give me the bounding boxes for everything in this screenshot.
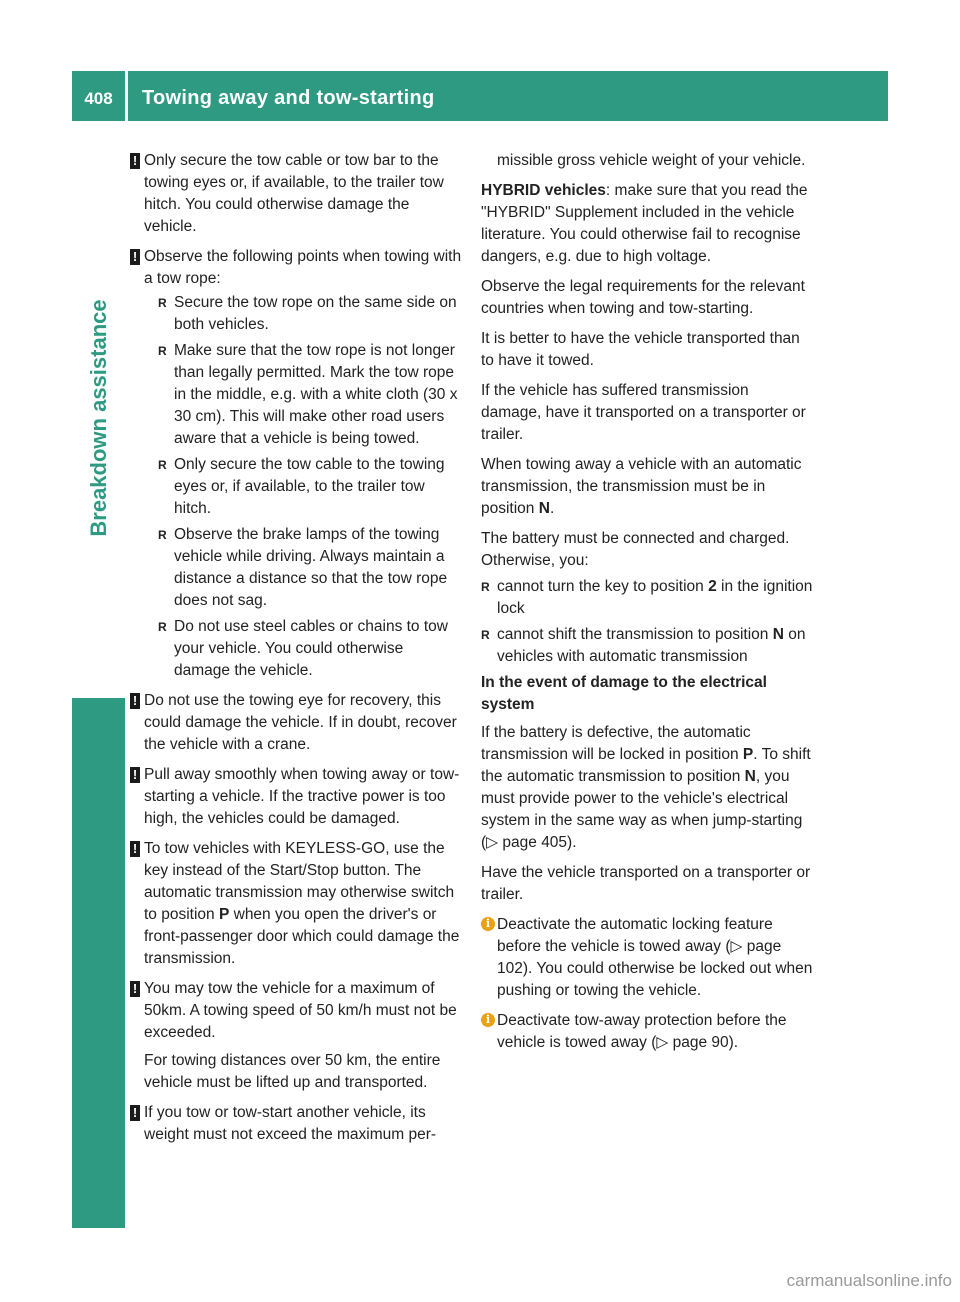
info-note: i Deactivate tow-away protection before the vehicle is towed away (▷ page 90). (481, 1010, 813, 1054)
warning-note: ! You may tow the vehicle for a maximum of 50km. A towing speed of 50 km/h must not be exceeded. For towing distances over 50 km, the entire vehicle must be lifted up and transported. (130, 978, 462, 1094)
warning-note: ! To tow vehicles with KEYLESS-GO, use the key instead of the Start/Stop button. The automatic transmission may otherwise switch to position P when you open the driver's or front-passenger door which could damage the transmission. (130, 838, 462, 970)
paragraph: It is better to have the vehicle transported than to have it towed. (481, 330, 800, 369)
bullet-icon: R (481, 580, 490, 594)
left-column (130, 150, 462, 1154)
warning-note: ! Only secure the tow cable or tow bar to the towing eyes or, if available, to the trailer tow hitch. You could otherwise damage the vehicle. (130, 150, 462, 238)
right-column (481, 150, 813, 1062)
section-title: Towing away and tow-starting (128, 71, 888, 121)
bullet-list (481, 576, 813, 668)
paragraph: When towing away a vehicle with an automatic transmission, the transmission must be in position N. (481, 456, 802, 517)
side-label: Breakdown assistance (85, 299, 111, 537)
watermark: carmanualsonline.info (786, 1271, 952, 1290)
warning-note: ! Observe the following points when towing with a tow rope: R Secure the tow rope on the same side on both vehicles. R Make sure that the tow rope is not longer than legally permitted. Mark the tow rope in the middle, e.g. with a white cloth (30 x 30 cm). This will make other road users aware that a vehicle is being towed. R Only secure the tow cable to the towing eyes or, if available, to the trailer tow hitch. R Observe the brake lamps of the towing vehicle while driving. Always maintain a distance a distance so that the tow rope does not sag. R Do not use steel cables or chains to tow your vehicle. You could otherwise damage the vehicle. (130, 246, 462, 682)
side-label-box (72, 138, 125, 698)
paragraph: If the vehicle has suffered transmission damage, have it transported on a transporter or trailer. (481, 382, 806, 443)
page-number: 408 (72, 71, 125, 121)
paragraph: Observe the legal requirements for the relevant countries when towing and tow-starting. (481, 278, 805, 317)
warning-note: ! Do not use the towing eye for recovery, this could damage the vehicle. If in doubt, recover the vehicle with a crane. (130, 690, 462, 756)
warning-note: ! If you tow or tow-start another vehicle, its weight must not exceed the maximum per- (130, 1102, 462, 1146)
bullet-icon: R (158, 620, 167, 634)
continued-text: missible gross vehicle weight of your vehicle. (497, 152, 806, 169)
page-ref-icon: ▷ (730, 938, 743, 955)
warning-icon: ! (130, 249, 140, 265)
warning-note: ! Pull away smoothly when towing away or tow-starting a vehicle. If the tractive power is too high, the vehicles could be damaged. (130, 764, 462, 830)
bullet-icon: R (158, 344, 167, 358)
bullet-icon: R (158, 458, 167, 472)
bullet-list (144, 292, 462, 682)
page-ref-icon: ▷ (486, 834, 499, 851)
hybrid-paragraph: HYBRID vehicles: make sure that you read the "HYBRID" Supplement included in the vehicle literature. You could otherwise fail to recognise dangers, e.g. due to high voltage. (481, 182, 808, 265)
warning-icon: ! (130, 841, 140, 857)
list-item: R Only secure the tow cable to the towing eyes or, if available, to the trailer tow hitch. (158, 456, 445, 517)
list-item: R cannot shift the transmission to position N on vehicles with automatic transmission (481, 626, 806, 665)
paragraph: If the battery is defective, the automatic transmission will be locked in position P. To shift the automatic transmission to position N, you must provide power to the vehicle's electrical system in the same way as when jump-starting (▷ page 405). (481, 724, 811, 851)
list-item: R Make sure that the tow rope is not longer than legally permitted. Mark the tow rope in the middle, e.g. with a white cloth (30 x 30 cm). This will make other road users aware that a vehicle is being towed. (158, 342, 458, 447)
paragraph: The battery must be connected and charged. Otherwise, you: (481, 530, 790, 569)
warning-icon: ! (130, 767, 140, 783)
list-item: R Observe the brake lamps of the towing vehicle while driving. Always maintain a distance a distance so that the tow rope does not sag. (158, 526, 448, 609)
list-item: R cannot turn the key to position 2 in the ignition lock (481, 578, 813, 617)
warning-icon: ! (130, 153, 140, 169)
warning-icon: ! (130, 981, 140, 997)
warning-icon: ! (130, 693, 140, 709)
subheading: In the event of damage to the electrical system (481, 674, 767, 713)
bullet-icon: R (158, 528, 167, 542)
list-item: R Secure the tow rope on the same side on both vehicles. (158, 294, 457, 333)
bullet-icon: R (158, 296, 167, 310)
paragraph: Have the vehicle transported on a transporter or trailer. (481, 864, 811, 903)
page-ref-icon: ▷ (656, 1034, 669, 1051)
bullet-icon: R (481, 628, 490, 642)
info-icon: i (481, 917, 495, 931)
warning-icon: ! (130, 1105, 140, 1121)
info-icon: i (481, 1013, 495, 1027)
list-item: R Do not use steel cables or chains to tow your vehicle. You could otherwise damage the vehicle. (158, 618, 448, 679)
info-note: i Deactivate the automatic locking feature before the vehicle is towed away (▷ page 102). You could otherwise be locked out when pushing or towing the vehicle. (481, 914, 813, 1002)
